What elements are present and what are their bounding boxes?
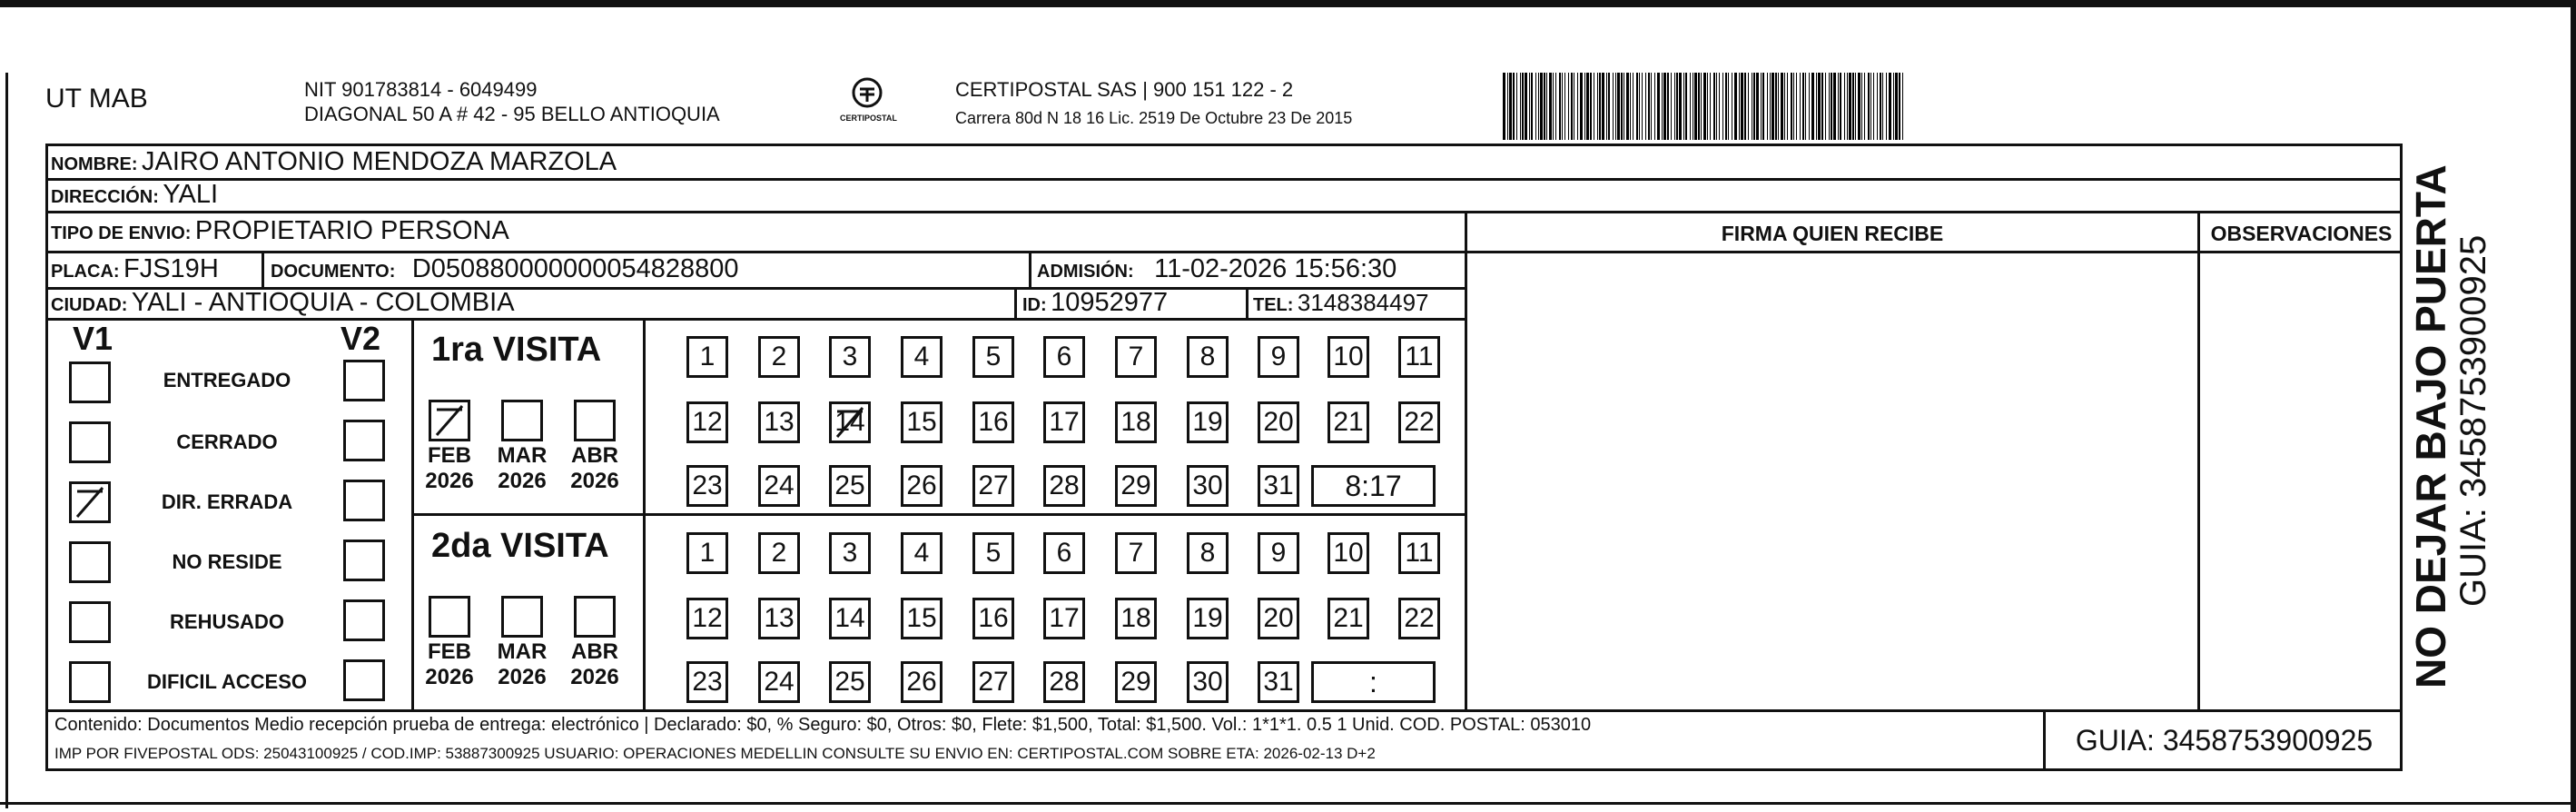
status-option-label: CERRADO [176,431,278,453]
id-label: ID: [1022,295,1047,315]
day-box[interactable]: 21 [1327,598,1369,639]
day-box[interactable]: 26 [901,661,943,703]
documento-row [271,254,739,288]
tipo-envio-label: TIPO DE ENVIO: [51,223,192,243]
checkmark-icon [431,402,468,439]
col-divider [1014,287,1017,320]
day-box[interactable]: 16 [972,598,1014,639]
nit-number: NIT 901783814 - 6049499 [304,78,538,101]
month-label [490,639,554,690]
day-box[interactable]: 29 [1115,465,1157,507]
left-border [5,73,8,808]
day-box[interactable]: 18 [1115,401,1157,443]
no-dejar-text: NO DEJAR BAJO PUERTA [2407,164,2454,688]
company-address: DIAGONAL 50 A # 42 - 95 BELLO ANTIOQUIA [304,103,720,125]
right-border [2571,7,2576,812]
day-box[interactable]: 11 [1398,336,1440,378]
month-checkbox[interactable] [429,400,470,441]
day-box[interactable]: 25 [829,465,871,507]
day-box[interactable]: 15 [901,401,943,443]
visit-title: 2da VISITA [431,527,609,565]
top-border [0,0,2576,7]
col-divider [1029,251,1031,289]
month-name: FEB [428,443,471,468]
day-box[interactable]: 13 [758,401,800,443]
tel-row [1253,288,1429,322]
imp-text: IMP POR FIVEPOSTAL ODS: 25043100925 / COD.IMP: 53887300925 USUARIO: OPERACIONES MEDELLIN CONSULTE SU ENVIO EN: CERTIPOSTAL.COM SOBRE ETA: 2026-02-13 D+2 [54,745,1376,762]
day-box[interactable]: 9 [1258,532,1299,574]
v2-checkbox[interactable] [343,599,385,641]
day-box[interactable]: 16 [972,401,1014,443]
day-box[interactable]: 29 [1115,661,1157,703]
day-box[interactable]: 17 [1043,401,1085,443]
day-box[interactable]: 2 [758,336,800,378]
certipostal-info: CERTIPOSTAL SAS | 900 151 122 - 2 [955,78,1294,101]
barcode-bar [1903,73,1906,140]
month-checkbox[interactable] [501,596,543,638]
logo-text: CERTIPOSTAL [840,114,897,123]
day-box[interactable]: 27 [972,661,1014,703]
placa-row [51,254,219,288]
day-box[interactable]: 22 [1398,598,1440,639]
day-box[interactable]: 15 [901,598,943,639]
month-year: 2026 [425,665,474,689]
ciudad-value: YALI - ANTIOQUIA - COLOMBIA [131,288,515,317]
day-box[interactable]: 13 [758,598,800,639]
status-option-label: DIFICIL ACCESO [146,670,307,693]
v2-checkbox[interactable] [343,420,385,461]
day-box[interactable]: 26 [901,465,943,507]
day-box[interactable]: 5 [972,336,1014,378]
v2-checkbox[interactable] [343,480,385,521]
month-label [563,639,627,690]
day-box[interactable]: 31 [1258,661,1299,703]
day-box[interactable]: 23 [686,465,728,507]
v2-checkbox[interactable] [343,360,385,401]
day-box[interactable]: 1 [686,336,728,378]
signature-area[interactable] [1467,253,2197,709]
day-box[interactable]: 27 [972,465,1014,507]
day-box[interactable]: 5 [972,532,1014,574]
day-box[interactable]: 28 [1043,465,1085,507]
direccion-row [51,180,218,213]
ciudad-row [51,288,515,322]
month-label [490,443,554,494]
day-box[interactable]: 25 [829,661,871,703]
v2-checkbox[interactable] [343,540,385,581]
day-box[interactable]: 21 [1327,401,1369,443]
side-text [2406,164,2494,688]
v2-checkbox[interactable] [343,659,385,701]
day-box[interactable]: 7 [1115,336,1157,378]
visit-title: 1ra VISITA [431,331,602,369]
visit-divider [411,513,1466,516]
v1-checkbox[interactable] [69,421,111,463]
logo-icon [849,76,885,109]
direccion-label: DIRECCIÓN: [51,187,159,207]
day-box[interactable]: 4 [901,532,943,574]
checkmark-icon [72,484,108,520]
day-box[interactable]: 24 [758,465,800,507]
day-box[interactable]: 3 [829,532,871,574]
day-box[interactable]: 6 [1043,532,1085,574]
day-box[interactable]: 14 [829,401,871,443]
placa-value: FJS19H [123,254,219,283]
day-box[interactable]: 23 [686,661,728,703]
day-box[interactable]: 20 [1258,401,1299,443]
day-box[interactable]: 9 [1258,336,1299,378]
tipo-envio-row [51,216,509,250]
ciudad-label: CIUDAD: [51,295,128,315]
v1-checkbox[interactable] [69,661,111,703]
month-label [418,639,481,690]
bottom-border [0,802,2576,805]
month-name: MAR [497,639,548,664]
direccion-value: YALI [163,180,219,209]
row-divider [45,211,2403,213]
status-option-label: REHUSADO [170,610,284,633]
day-box[interactable]: 19 [1187,401,1229,443]
day-box[interactable]: 8 [1187,532,1229,574]
v1-checkbox[interactable] [69,541,111,583]
month-label [418,443,481,494]
v1-checkbox[interactable] [69,601,111,643]
time-box[interactable]: 8:17 [1311,465,1436,507]
day-box[interactable]: 6 [1043,336,1085,378]
v1-header: V1 [73,320,114,357]
tel-label: TEL: [1253,295,1294,315]
day-box[interactable]: 18 [1115,598,1157,639]
admision-row [1037,254,1397,288]
day-box[interactable]: 22 [1398,401,1440,443]
month-year: 2026 [570,469,619,493]
documento-value: D050880000000054828800 [411,254,739,283]
nombre-value: JAIRO ANTONIO MENDOZA MARZOLA [142,147,617,176]
month-year: 2026 [570,665,619,689]
guia-number: GUIA: 3458753900925 [2075,723,2374,757]
side-guia-text: GUIA: 3458753900925 [2453,234,2493,607]
col-divider [262,251,264,289]
day-box[interactable]: 31 [1258,465,1299,507]
v2-header: V2 [341,320,381,357]
status-option-label: ENTREGADO [163,369,291,391]
month-checkbox[interactable] [429,596,470,638]
day-box[interactable]: 4 [901,336,943,378]
month-year: 2026 [498,665,547,689]
day-box[interactable]: 12 [686,598,728,639]
month-label [563,443,627,494]
certipostal-logo [840,76,897,123]
day-box[interactable]: 11 [1398,532,1440,574]
day-box[interactable]: 20 [1258,598,1299,639]
certipostal-license: Carrera 80d N 18 16 Lic. 2519 De Octubre 23 De 2015 [955,109,1353,127]
month-year: 2026 [498,469,547,493]
id-row [1022,288,1168,322]
contenido-text: Contenido: Documentos Medio recepción prueba de entrega: electrónico | Declarado: $0, % Seguro: $0, Otros: $0, Flete: $1,500, Total: $1,500. Vol.: 1*1*1. 0.5 1 Unid. COD. POSTAL: 053010 [54,715,1592,735]
admision-label: ADMISIÓN: [1037,262,1134,282]
checkmark-icon [832,404,868,441]
barcode [1503,73,2225,140]
v1-checkbox[interactable] [69,481,111,523]
time-box[interactable]: : [1311,661,1436,703]
tipo-envio-value: PROPIETARIO PERSONA [194,216,509,245]
month-name: ABR [571,639,618,664]
day-box[interactable]: 14 [829,598,871,639]
month-checkbox[interactable] [574,400,616,441]
company-name: UT MAB [45,84,148,114]
month-year: 2026 [425,469,474,493]
day-box[interactable]: 2 [758,532,800,574]
day-box[interactable]: 24 [758,661,800,703]
day-box[interactable]: 17 [1043,598,1085,639]
v1-checkbox[interactable] [69,361,111,403]
month-name: MAR [497,443,548,468]
firma-header: FIRMA QUIEN RECIBE [1721,222,1944,245]
day-box[interactable]: 7 [1115,532,1157,574]
documento-label: DOCUMENTO: [271,262,396,282]
day-box[interactable]: 10 [1327,532,1369,574]
day-box[interactable]: 1 [686,532,728,574]
placa-label: PLACA: [51,262,120,282]
day-box[interactable]: 30 [1187,661,1229,703]
day-box[interactable]: 8 [1187,336,1229,378]
day-box[interactable]: 3 [829,336,871,378]
month-name: FEB [428,639,471,664]
observaciones-header: OBSERVACIONES [2210,222,2393,245]
status-option-label: NO RESIDE [172,550,282,573]
day-box[interactable]: 30 [1187,465,1229,507]
tel-value: 3148384497 [1297,289,1429,316]
col-divider [1246,287,1249,320]
month-name: ABR [571,443,618,468]
nombre-label: NOMBRE: [51,154,138,174]
month-checkbox[interactable] [501,400,543,441]
day-box[interactable]: 12 [686,401,728,443]
day-box[interactable]: 19 [1187,598,1229,639]
id-value: 10952977 [1051,288,1169,317]
day-box[interactable]: 10 [1327,336,1369,378]
nombre-row [51,147,617,181]
admision-value: 11-02-2026 15:56:30 [1154,254,1397,283]
status-option-label: DIR. ERRADA [161,490,293,513]
observations-area[interactable] [2200,253,2403,709]
day-box[interactable]: 28 [1043,661,1085,703]
month-checkbox[interactable] [574,596,616,638]
